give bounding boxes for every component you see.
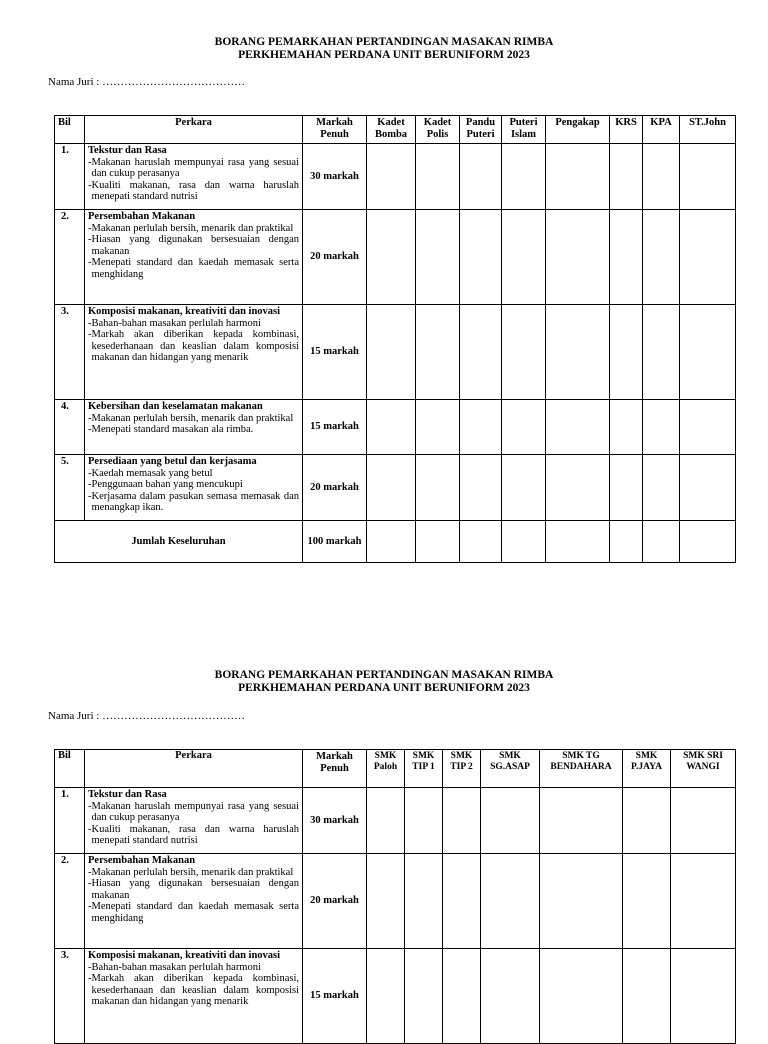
- row-number: 2.: [55, 854, 85, 949]
- score-cell[interactable]: [610, 400, 643, 455]
- score-cell[interactable]: [502, 210, 546, 305]
- score-cell[interactable]: [623, 949, 671, 1044]
- criteria-item: Makanan haruslah mempunyai rasa yang sesuai dan cukup perasanya: [91, 800, 299, 824]
- criteria-item: Menepati standard dan kaedah memasak serta menghidang: [91, 901, 299, 924]
- header-bil: Bil: [55, 116, 85, 144]
- scoring-table-schools: [54, 749, 736, 1044]
- score-cell[interactable]: [623, 788, 671, 854]
- score-cell[interactable]: [481, 949, 540, 1044]
- score-cell[interactable]: [540, 949, 623, 1044]
- score-cell[interactable]: [367, 521, 416, 563]
- score-cell[interactable]: [502, 455, 546, 521]
- criteria-item: Markah akan diberikan kepada kombinasi, kesederhanaan dan keaslian dalam komposisi makanan dan hidangan yang menarik: [91, 973, 299, 1008]
- score-cell[interactable]: [367, 400, 416, 455]
- criteria-cell: Persediaan yang betul dan kerjasama - Kaedah memasak yang betul - Penggunaan bahan yang mencukupi - Kerjasama dalam pasukan semasa memasak dan menangkap ikan.: [85, 455, 303, 521]
- header-unit: KPA: [643, 116, 680, 144]
- full-marks: 20 markah: [303, 210, 367, 305]
- score-cell[interactable]: [610, 521, 643, 563]
- score-cell[interactable]: [405, 788, 443, 854]
- header-unit: KRS: [610, 116, 643, 144]
- header-bil: Bil: [55, 750, 85, 788]
- score-cell[interactable]: [546, 455, 610, 521]
- full-marks: 20 markah: [303, 455, 367, 521]
- criteria-item: Menepati standard dan kaedah memasak serta menghidang: [91, 257, 299, 280]
- criteria-item: Markah akan diberikan kepada kombinasi, kesederhanaan dan keaslian dalam komposisi makanan dan hidangan yang menarik: [91, 329, 299, 364]
- title-line-2: PERKHEMAHAN PERDANA UNIT BERUNIFORM 2023: [238, 49, 530, 61]
- criteria-title: Persediaan yang betul dan kerjasama: [88, 456, 257, 467]
- score-cell[interactable]: [546, 521, 610, 563]
- score-cell[interactable]: [416, 144, 460, 210]
- title-line-1: BORANG PEMARKAHAN PERTANDINGAN MASAKAN RIMBA: [214, 669, 554, 681]
- full-marks: 30 markah: [303, 144, 367, 210]
- header-unit: ST.John: [680, 116, 736, 144]
- table-row: [55, 788, 736, 854]
- score-cell[interactable]: [643, 305, 680, 400]
- criteria-title: Tekstur dan Rasa: [88, 789, 167, 800]
- score-cell[interactable]: [367, 144, 416, 210]
- full-marks: 20 markah: [303, 854, 367, 949]
- criteria-item: Hiasan yang digunakan bersesuaian dengan makanan: [91, 878, 299, 901]
- score-cell[interactable]: [460, 400, 502, 455]
- row-number: 1.: [55, 788, 85, 854]
- criteria-item: Kualiti makanan, rasa dan warna haruslah menepati standard nutrisi: [91, 179, 299, 203]
- score-cell[interactable]: [610, 144, 643, 210]
- full-marks: 30 markah: [303, 788, 367, 854]
- header-school: SMK SG.ASAP: [481, 750, 540, 788]
- total-marks: 100 markah: [303, 521, 367, 563]
- score-cell[interactable]: [540, 854, 623, 949]
- criteria-cell: Komposisi makanan, kreativiti dan inovasi - Bahan-bahan masakan perlulah harmoni - Markah akan diberikan kepada kombinasi, kesederhanaan dan keaslian dalam komposisi makanan dan hidangan yang menarik: [85, 305, 303, 400]
- header-markah-penuh: Markah Penuh: [303, 750, 367, 788]
- score-cell[interactable]: [443, 949, 481, 1044]
- score-cell[interactable]: [502, 521, 546, 563]
- criteria-item: Makanan perlulah bersih, menarik dan praktikal: [91, 866, 294, 878]
- score-cell[interactable]: [460, 455, 502, 521]
- score-cell[interactable]: [502, 305, 546, 400]
- score-cell[interactable]: [623, 854, 671, 949]
- row-number: 3.: [55, 949, 85, 1044]
- full-marks: 15 markah: [303, 949, 367, 1044]
- table-row: [55, 210, 736, 305]
- criteria-item: Penggunaan bahan yang mencukupi: [91, 479, 243, 491]
- criteria-item: Kualiti makanan, rasa dan warna haruslah menepati standard nutrisi: [91, 823, 299, 847]
- score-cell[interactable]: [546, 400, 610, 455]
- header-school: SMK SRI WANGI: [671, 750, 736, 788]
- scoring-table-units: [54, 115, 736, 563]
- score-cell[interactable]: [481, 854, 540, 949]
- header-school: SMK Paloh: [367, 750, 405, 788]
- score-cell[interactable]: [405, 854, 443, 949]
- criteria-title: Tekstur dan Rasa: [88, 145, 167, 156]
- header-markah-penuh: Markah Penuh: [303, 116, 367, 144]
- score-cell[interactable]: [460, 144, 502, 210]
- score-cell[interactable]: [643, 144, 680, 210]
- header-perkara: Perkara: [85, 116, 303, 144]
- score-cell[interactable]: [610, 210, 643, 305]
- score-cell[interactable]: [460, 210, 502, 305]
- criteria-cell: Kebersihan dan keselamatan makanan - Makanan perlulah bersih, menarik dan praktikal - Menepati standard masakan ala rimba.: [85, 400, 303, 455]
- score-cell[interactable]: [367, 305, 416, 400]
- total-label: Jumlah Keseluruhan: [55, 521, 303, 563]
- criteria-title: Komposisi makanan, kreativiti dan inovasi: [88, 306, 281, 317]
- criteria-item: Kerjasama dalam pasukan semasa memasak dan menangkap ikan.: [91, 490, 299, 514]
- score-cell[interactable]: [367, 788, 405, 854]
- header-school: SMK TIP 1: [405, 750, 443, 788]
- score-cell[interactable]: [367, 210, 416, 305]
- score-cell[interactable]: [540, 788, 623, 854]
- form-title: [0, 669, 768, 695]
- score-cell[interactable]: [680, 210, 736, 305]
- criteria-item: Makanan perlulah bersih, menarik dan praktikal: [91, 412, 294, 424]
- row-number: 2.: [55, 210, 85, 305]
- score-cell[interactable]: [680, 144, 736, 210]
- score-cell[interactable]: [443, 854, 481, 949]
- score-cell[interactable]: [405, 949, 443, 1044]
- criteria-title: Komposisi makanan, kreativiti dan inovasi: [88, 950, 281, 961]
- score-cell[interactable]: [643, 210, 680, 305]
- judge-name-line: Nama Juri : …………………………………: [48, 710, 246, 722]
- title-line-1: BORANG PEMARKAHAN PERTANDINGAN MASAKAN RIMBA: [214, 36, 554, 48]
- score-cell[interactable]: [680, 305, 736, 400]
- table-row: [55, 455, 736, 521]
- score-cell[interactable]: [416, 400, 460, 455]
- criteria-item: Hiasan yang digunakan bersesuaian dengan makanan: [91, 234, 299, 257]
- score-cell[interactable]: [546, 210, 610, 305]
- score-cell[interactable]: [367, 949, 405, 1044]
- full-marks: 15 markah: [303, 305, 367, 400]
- row-number: 5.: [55, 455, 85, 521]
- criteria-item: Kaedah memasak yang betul: [91, 467, 213, 479]
- score-cell[interactable]: [416, 521, 460, 563]
- full-marks: 15 markah: [303, 400, 367, 455]
- form-title: [0, 36, 768, 62]
- criteria-cell: Tekstur dan Rasa - Makanan haruslah mempunyai rasa yang sesuai dan cukup perasanya - Kualiti makanan, rasa dan warna haruslah menepati standard nutrisi: [85, 144, 303, 210]
- header-school: SMK TIP 2: [443, 750, 481, 788]
- score-cell[interactable]: [443, 788, 481, 854]
- score-cell[interactable]: [610, 455, 643, 521]
- score-cell[interactable]: [502, 400, 546, 455]
- criteria-cell: Persembahan Makanan - Makanan perlulah bersih, menarik dan praktikal - Hiasan yang digunakan bersesuaian dengan makanan - Menepati standard dan kaedah memasak serta menghidang: [85, 210, 303, 305]
- title-line-2: PERKHEMAHAN PERDANA UNIT BERUNIFORM 2023: [238, 682, 530, 694]
- score-cell[interactable]: [546, 305, 610, 400]
- criteria-item: Menepati standard masakan ala rimba.: [91, 424, 254, 436]
- score-cell[interactable]: [546, 144, 610, 210]
- score-cell[interactable]: [671, 949, 736, 1044]
- header-perkara: Perkara: [85, 750, 303, 788]
- header-unit: Pandu Puteri: [460, 116, 502, 144]
- table-row: [55, 144, 736, 210]
- score-cell[interactable]: [367, 854, 405, 949]
- criteria-title: Kebersihan dan keselamatan makanan: [88, 401, 263, 412]
- judge-name-line: Nama Juri : …………………………………: [48, 76, 246, 88]
- header-school: SMK P.JAYA: [623, 750, 671, 788]
- score-cell[interactable]: [680, 400, 736, 455]
- header-school: SMK TG BENDAHARA: [540, 750, 623, 788]
- score-cell[interactable]: [460, 521, 502, 563]
- row-number: 1.: [55, 144, 85, 210]
- criteria-title: Persembahan Makanan: [88, 211, 196, 222]
- row-number: 4.: [55, 400, 85, 455]
- score-cell[interactable]: [643, 521, 680, 563]
- score-cell[interactable]: [680, 521, 736, 563]
- score-cell[interactable]: [416, 455, 460, 521]
- score-cell[interactable]: [416, 210, 460, 305]
- score-cell[interactable]: [481, 788, 540, 854]
- header-unit: Puteri Islam: [502, 116, 546, 144]
- criteria-cell: Tekstur dan Rasa - Makanan haruslah mempunyai rasa yang sesuai dan cukup perasanya - Kualiti makanan, rasa dan warna haruslah menepati standard nutrisi: [85, 788, 303, 854]
- score-cell[interactable]: [502, 144, 546, 210]
- score-cell[interactable]: [680, 455, 736, 521]
- header-unit: Pengakap: [546, 116, 610, 144]
- score-cell[interactable]: [460, 305, 502, 400]
- table-row: [55, 949, 736, 1044]
- criteria-item: Bahan-bahan masakan perlulah harmoni: [91, 317, 261, 329]
- score-cell[interactable]: [671, 788, 736, 854]
- criteria-cell: Komposisi makanan, kreativiti dan inovasi - Bahan-bahan masakan perlulah harmoni - Markah akan diberikan kepada kombinasi, kesederhanaan dan keaslian dalam komposisi makanan dan hidangan yang menarik: [85, 949, 303, 1044]
- table-row: [55, 400, 736, 455]
- criteria-item: Makanan haruslah mempunyai rasa yang sesuai dan cukup perasanya: [91, 156, 299, 180]
- score-cell[interactable]: [610, 305, 643, 400]
- score-cell[interactable]: [671, 854, 736, 949]
- criteria-cell: Persembahan Makanan - Makanan perlulah bersih, menarik dan praktikal - Hiasan yang digunakan bersesuaian dengan makanan - Menepati standard dan kaedah memasak serta menghidang: [85, 854, 303, 949]
- table-row: [55, 305, 736, 400]
- total-row: [55, 521, 736, 563]
- score-cell[interactable]: [643, 455, 680, 521]
- score-cell[interactable]: [416, 305, 460, 400]
- criteria-title: Persembahan Makanan: [88, 855, 196, 866]
- row-number: 3.: [55, 305, 85, 400]
- score-cell[interactable]: [643, 400, 680, 455]
- criteria-item: Makanan perlulah bersih, menarik dan praktikal: [91, 222, 294, 234]
- score-cell[interactable]: [367, 455, 416, 521]
- criteria-item: Bahan-bahan masakan perlulah harmoni: [91, 961, 261, 973]
- header-unit: Kadet Bomba: [367, 116, 416, 144]
- table-row: [55, 854, 736, 949]
- header-unit: Kadet Polis: [416, 116, 460, 144]
